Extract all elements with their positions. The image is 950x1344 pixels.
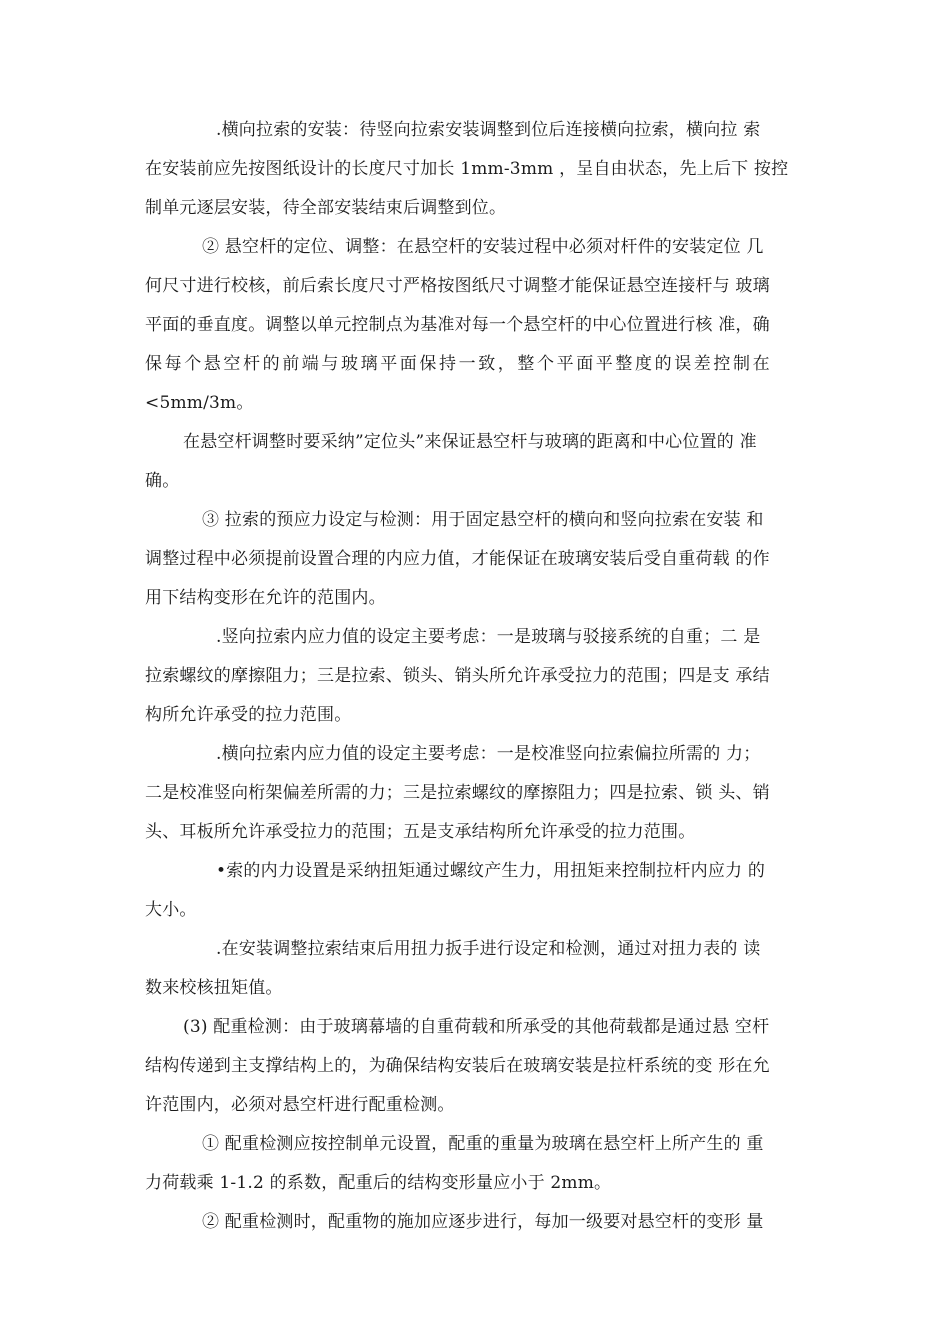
text-line: 拉索螺纹的摩擦阻力；三是拉索、锁头、销头所允许承受拉力的范围；四是支 承结: [145, 666, 770, 686]
text-line: •索的内力设置是采纳扭矩通过螺纹产生力，用扭矩来控制拉杆内应力 的: [216, 861, 766, 881]
text-line: .在安装调整拉索结束后用扭力扳手进行设定和检测，通过对扭力表的 读: [216, 939, 761, 959]
text-line: ① 配重检测应按控制单元设置，配重的重量为玻璃在悬空杆上所产生的 重: [202, 1134, 764, 1154]
text-line: 在悬空杆调整时要采纳”定位头”来保证悬空杆与玻璃的距离和中心位置的 准: [183, 432, 757, 452]
text-line: 用下结构变形在允许的范围内。: [145, 588, 386, 608]
text-line: ③ 拉索的预应力设定与检测：用于固定悬空杆的横向和竖向拉索在安装 和: [202, 510, 764, 530]
text-line: 何尺寸进行校核，前后索长度尺寸严格按图纸尺寸调整才能保证悬空连接杆与 玻璃: [145, 276, 770, 296]
text-line: 在安装前应先按图纸设计的长度尺寸加长 1mm-3mm ，呈自由状态，先上后下 按控: [145, 159, 789, 179]
text-line: .竖向拉索内应力值的设定主要考虑：一是玻璃与驳接系统的自重；二 是: [216, 627, 761, 647]
text-line: 许范围内，必须对悬空杆进行配重检测。: [145, 1095, 455, 1115]
text-line: 大小。: [145, 900, 197, 920]
text-line: .横向拉索内应力值的设定主要考虑：一是校准竖向拉索偏拉所需的 力；: [216, 744, 761, 764]
text-line: 制单元逐层安装，待全部安装结束后调整到位。: [145, 198, 507, 218]
text-line: 力荷载乘 1-1.2 的系数，配重后的结构变形量应小于 2mm。: [145, 1173, 612, 1193]
text-line: 二是校准竖向桁架偏差所需的力；三是拉索螺纹的摩擦阻力；四是拉索、锁 头、销: [145, 783, 770, 803]
text-line: ② 悬空杆的定位、调整：在悬空杆的安装过程中必须对杆件的安装定位 几: [202, 237, 764, 257]
text-line: <5mm/3m。: [145, 393, 254, 413]
text-line: 数来校核扭矩值。: [145, 978, 283, 998]
text-line: 保每个悬空杆的前端与玻璃平面保持一致，整个平面平整度的误差控制在: [145, 354, 773, 374]
text-line: 平面的垂直度。调整以单元控制点为基准对每一个悬空杆的中心位置进行核 准，确: [145, 315, 770, 335]
text-line: 结构传递到主支撑结构上的，为确保结构安装后在玻璃安装是拉杆系统的变 形在允: [145, 1056, 770, 1076]
text-line: .横向拉索的安装：待竖向拉索安装调整到位后连接横向拉索，横向拉 索: [216, 120, 761, 140]
text-line: 调整过程中必须提前设置合理的内应力值，才能保证在玻璃安装后受自重荷载 的作: [145, 549, 770, 569]
text-line: 头、耳板所允许承受拉力的范围；五是支承结构所允许承受的拉力范围。: [145, 822, 696, 842]
text-line: 构所允许承受的拉力范围。: [145, 705, 352, 725]
text-line: (3) 配重检测：由于玻璃幕墙的自重荷载和所承受的其他荷载都是通过悬 空杆: [183, 1017, 770, 1037]
text-line: 确。: [145, 471, 180, 491]
text-line: ② 配重检测时，配重物的施加应逐步进行，每加一级要对悬空杆的变形 量: [202, 1212, 764, 1232]
